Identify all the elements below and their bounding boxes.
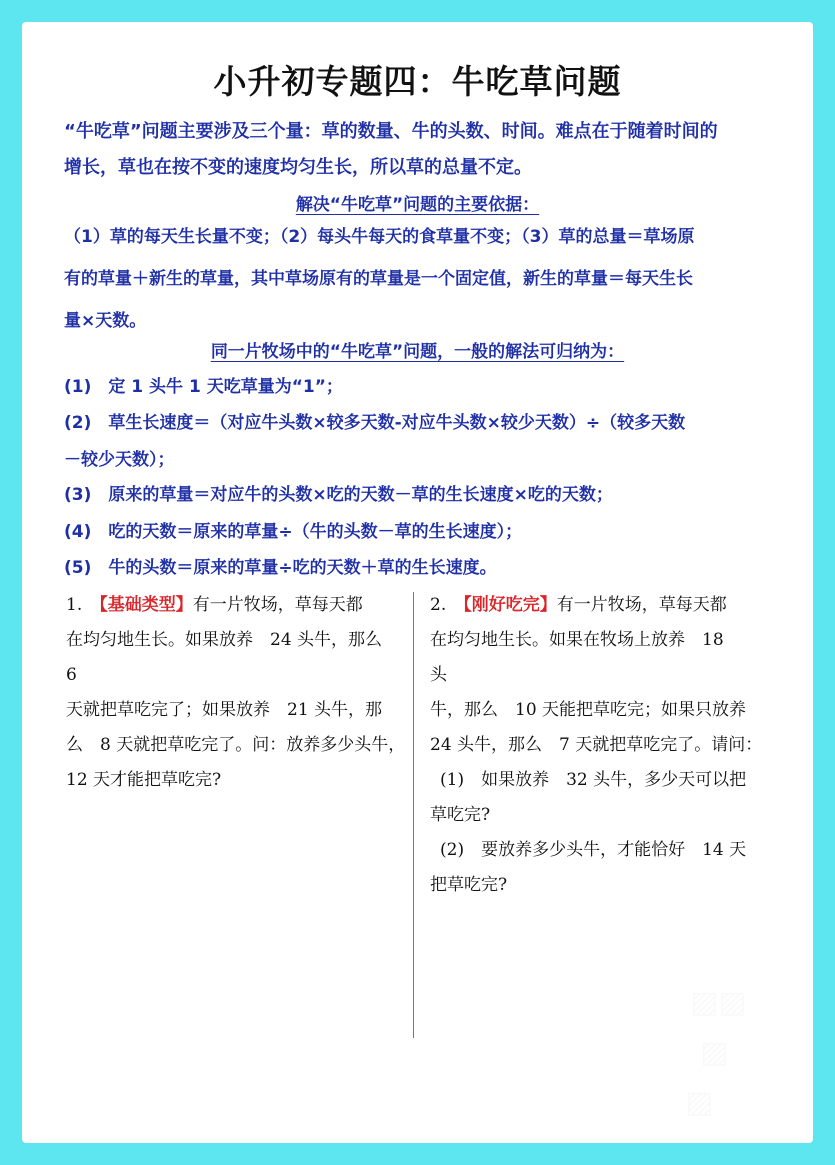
problem-2-text-9: 把草吃完? — [430, 875, 508, 895]
problem-1-text-6: 12 天才能把草吃完? — [66, 770, 222, 790]
method-step-3: (3) 原来的草量＝对应牛的头数×吃的天数－草的生长速度×吃的天数； — [64, 485, 613, 505]
problem-1-tag: 【基础类型】 — [99, 595, 193, 615]
intro-line-1: “牛吃草”问题主要涉及三个量：草的数量、牛的头数、时间。难点在于随着时间的 — [64, 121, 718, 142]
basis-heading: 解决“牛吃草”问题的主要依据： — [295, 195, 540, 215]
method-step-5: (5) 牛的头数＝原来的草量÷吃的天数＋草的生长速度。 — [64, 558, 497, 578]
faint-watermark: ▨ — [700, 1035, 729, 1070]
problem-1-text-3: 6 — [66, 665, 77, 685]
method-step-2-line-1: (2) 草生长速度＝（对应牛头数×较多天数-对应牛头数×较少天数）÷（较多天数 — [64, 413, 686, 433]
column-divider — [413, 592, 414, 1038]
method-step-1: (1) 定 1 头牛 1 天吃草量为“1”； — [64, 377, 343, 397]
problem-1-text-4: 天就把草吃完了；如果放养 21 头牛，那 — [66, 700, 383, 720]
problem-2 — [430, 588, 762, 903]
basis-paragraph — [64, 216, 779, 342]
problem-1-text-2: 在均匀地生长。如果放养 24 头牛，那么 — [66, 630, 383, 650]
problem-2-text-5: 24 头牛，那么 7 天就把草吃完了。请问： — [430, 735, 763, 755]
problem-2-text-4: 牛，那么 10 天能把草吃完；如果只放养 — [430, 700, 747, 720]
basis-line-1: （1）草的每天生长量不变；（2）每头牛每天的食草量不变；（3）草的总量＝草场原 — [64, 227, 695, 247]
problem-1-first-line — [66, 588, 405, 623]
method-step-2-line-2: －较少天数）； — [64, 450, 175, 470]
problem-1-text-5: 么 8 天就把草吃完了。问：放养多少头牛， — [66, 735, 406, 755]
faint-watermark: ▨▨ — [690, 985, 747, 1020]
problem-2-text-8: (2) 要放养多少头牛，才能恰好 14 天 — [440, 840, 747, 860]
problem-1 — [66, 588, 405, 798]
faint-watermark: ▨ — [685, 1085, 714, 1120]
method-step-4: (4) 吃的天数＝原来的草量÷（牛的头数－草的生长速度）； — [64, 522, 523, 542]
page-title: 小升初专题四：牛吃草问题 — [213, 62, 622, 101]
problem-2-text-1: 有一片牧场，草每天都 — [556, 595, 727, 615]
problem-1-number: 1. — [66, 595, 83, 615]
problem-1-text-1: 有一片牧场，草每天都 — [192, 595, 363, 615]
problem-2-text-3: 头 — [430, 665, 447, 685]
problem-2-text-7: 草吃完? — [430, 805, 491, 825]
intro-line-2: 增长，草也在按不变的速度均匀生长，所以草的总量不定。 — [64, 157, 532, 178]
intro-paragraph — [64, 114, 774, 186]
problem-2-first-line — [430, 588, 762, 623]
problem-2-text-2: 在均匀地生长。如果在牧场上放养 18 — [430, 630, 724, 650]
basis-line-2: 有的草量＋新生的草量，其中草场原有的草量是一个固定值，新生的草量＝每天生长 — [64, 269, 693, 289]
method-heading: 同一片牧场中的“牛吃草”问题，一般的解法可归纳为： — [210, 342, 625, 362]
problem-2-tag: 【刚好吃完】 — [463, 595, 557, 615]
basis-line-3: 量×天数。 — [64, 311, 147, 331]
problem-2-number: 2. — [430, 595, 447, 615]
problem-2-text-6: (1) 如果放养 32 头牛，多少天可以把 — [440, 770, 747, 790]
